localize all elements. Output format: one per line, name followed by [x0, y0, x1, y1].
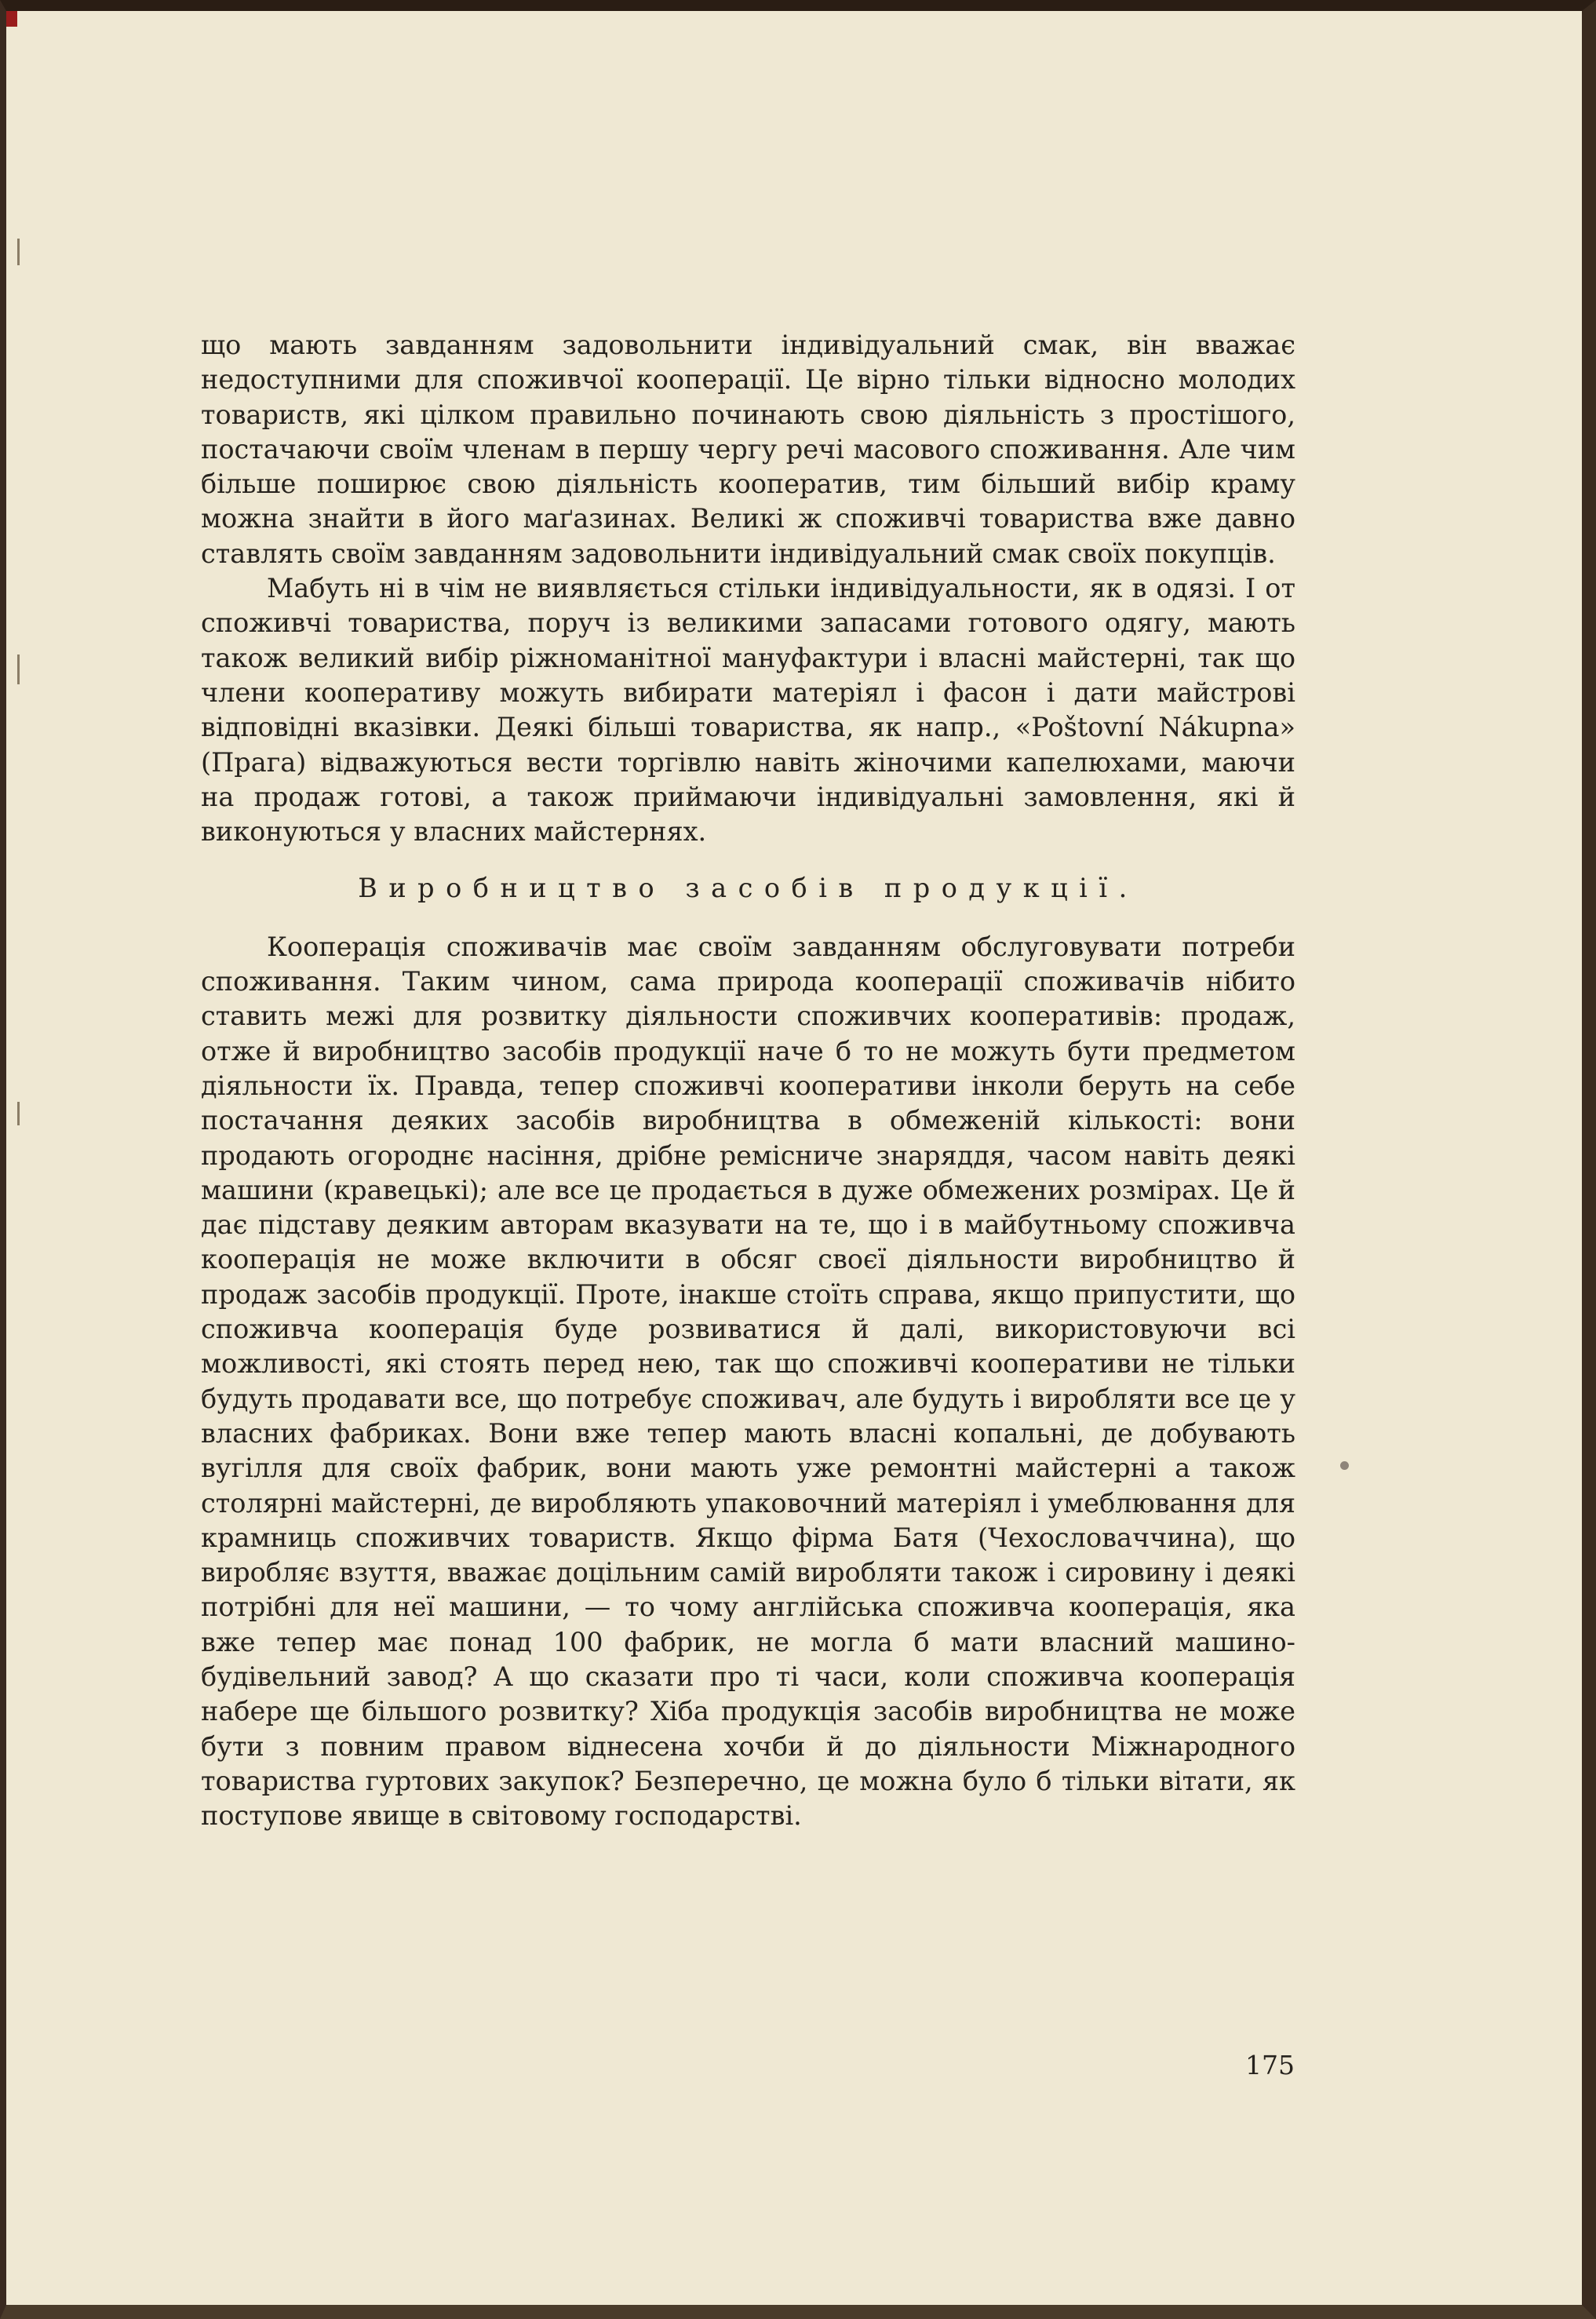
- edge-mark: [17, 239, 20, 265]
- section-title: Виробництво засобів продукції.: [358, 873, 1139, 904]
- dust-speck: [1340, 1461, 1349, 1470]
- edge-mark: [17, 1102, 20, 1125]
- body-text: [201, 328, 1295, 1833]
- edge-mark: [17, 654, 20, 684]
- corner-mark: [6, 11, 17, 27]
- page-number: 175: [1245, 2050, 1295, 2080]
- paragraph-1: що мають завданням задовольнити індивідуальний смак, він вважає недоступними для споживчої кооперації. Це вірно тільки відносно молодих товариств, які цілком правильно починають свою діяльність з простішого, постачаючи своїм членам в першу чергу речі масового споживання. Але чим більше поширює свою діяльність кооператив, тим більший вибір краму можна знайти в його маґазинах. Великі ж споживчі товариства вже давно ставлять своїм завданням задовольнити індивідуальний смак своїх покупців.: [201, 330, 1295, 569]
- paragraph-3: Кооперація споживачів має своїм завданням обслуговувати потреби споживання. Таким чином, сама природа кооперації споживачів нібито ставить межі для розвитку діяльности споживчих кооперативів: продаж, отже й виробництво засобів продукції наче б то не можуть бути предметом діяльности їх. Правда, тепер споживчі кооперативи інколи беруть на себе постачання деяких засобів виробництва в обмеженій кількості: вони продають огороднє насіння, дрібне ремісниче знаряддя, часом навіть деякі машини (кравецькі); але все це продається в дуже обмежених розмірах. Це й дає підставу деяким авторам вказувати на те, що і в майбутньому споживча кооперація не може включити в обсяг своєї діяльности виробництво й продаж засобів продукції. Проте, інакше стоїть справа, якщо припустити, що споживча кооперація буде розвиватися й далі, використовуючи всі можливості, які стоять перед нею, так що споживчі кооперативи не тільки будуть продавати все, що потребує споживач, але будуть і виробляти все це у власних фабриках. Вони вже тепер мають власні копальні, де добувають вугілля для своїх фабрик, вони мають уже ремонтні майстерні а також столярні майстерні, де виробляють упаковочний матеріял і умеблювання для крамниць споживчих товариств. Якщо фірма Батя (Чехословаччина), що виробляє взуття, вважає доцільним самій виробляти також і сировину і деякі потрібні для неї машини, — то чому англійська споживча кооперація, яка вже тепер має понад 100 фабрик, не могла б мати власний машино-будівельний завод? А що сказати про ті часи, коли споживча кооперація набере ще більшого розвитку? Хіба продукція засобів виробництва не може бути з повним правом віднесена хочби й до діяльности Міжнародного товариства гуртових закупок? Безперечно, це можна було б тільки вітати, як поступове явище в світовому господарстві.: [201, 931, 1295, 1832]
- paragraph-2: Мабуть ні в чім не виявляється стільки індивідуальности, як в одязі. І от споживчі товариства, поруч із великими запасами готового одягу, мають також великий вибір ріжноманітної мануфактури і власні майстерні, так що члени кооперативу можуть вибирати матеріял і фасон і дати майстрові відповідні вказівки. Деякі більші товариства, як напр., «Poštovní Nákupna» (Прага) відважуються вести торгівлю навіть жіночими капелюхами, маючи на продаж готові, а також приймаючи індивідуальні замовлення, які й виконуються у власних майстернях.: [201, 573, 1295, 848]
